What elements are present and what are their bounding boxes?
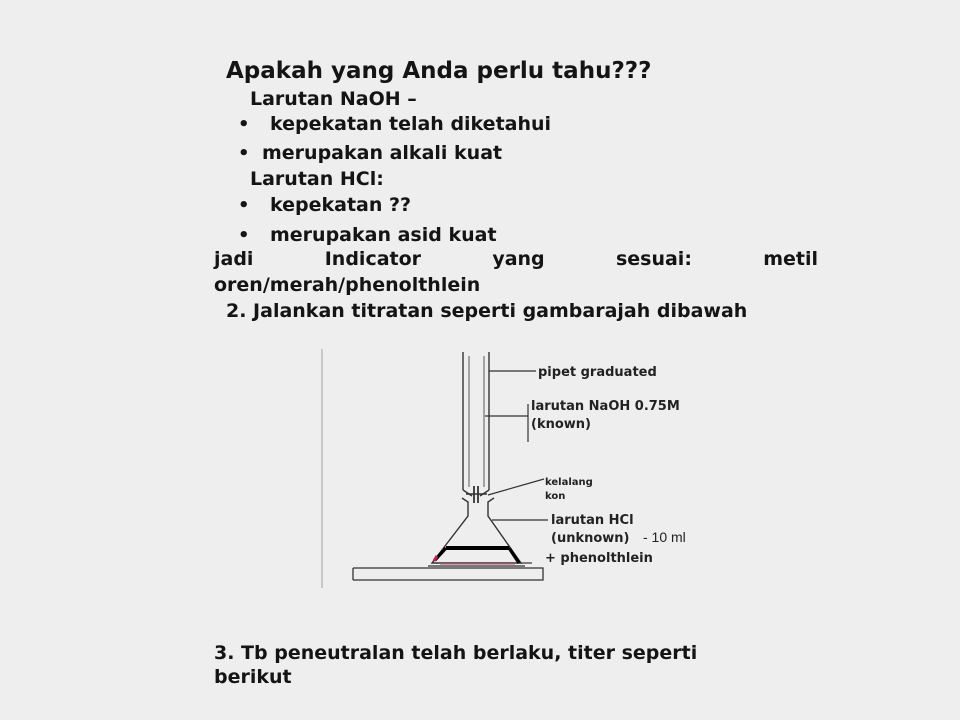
- naoh-bullet-2: merupakan alkali kuat: [262, 142, 503, 164]
- indicator-word: Indicator: [324, 248, 422, 270]
- bullet-marker: •: [238, 225, 250, 246]
- step-3-line-2: berikut: [214, 666, 292, 688]
- label-pipet: pipet graduated: [538, 365, 657, 380]
- indicator-line-2: oren/merah/phenolthlein: [214, 274, 481, 296]
- indicator-word: jadi: [214, 248, 254, 270]
- bullet-marker: •: [238, 195, 250, 216]
- label-hcl-unknown: (unknown): [551, 531, 630, 546]
- naoh-heading: Larutan NaOH –: [250, 88, 417, 110]
- hcl-bullet-1: kepekatan ??: [270, 194, 412, 216]
- naoh-bullet-1: kepekatan telah diketahui: [270, 113, 552, 135]
- label-hcl: larutan HCl: [551, 513, 634, 528]
- label-naoh-known: (known): [531, 417, 591, 432]
- label-phenolphthalein: + phenolthlein: [545, 551, 653, 566]
- bullet-marker: •: [238, 114, 250, 135]
- label-flask: kelalang: [545, 477, 593, 488]
- label-naoh: larutan NaOH 0.75M: [531, 399, 680, 414]
- slide-title: Apakah yang Anda perlu tahu???: [226, 58, 652, 84]
- step-3-line-1: 3. Tb peneutralan telah berlaku, titer seperti: [214, 642, 698, 664]
- indicator-word: sesuai:: [615, 248, 692, 270]
- step-2-instruction: 2. Jalankan titratan seperti gambarajah dibawah: [226, 300, 748, 322]
- bullet-marker: •: [238, 143, 250, 164]
- indicator-word: yang: [492, 248, 545, 270]
- hcl-heading: Larutan HCl:: [250, 168, 384, 190]
- burette: [463, 352, 489, 503]
- indicator-word: metil: [763, 248, 818, 270]
- liquid-edge-right: [509, 548, 519, 563]
- conical-flask: [428, 498, 525, 566]
- hcl-bullet-2: merupakan asid kuat: [270, 224, 497, 246]
- label-flask-2: kon: [545, 491, 566, 502]
- label-volume: - 10 ml: [643, 529, 686, 545]
